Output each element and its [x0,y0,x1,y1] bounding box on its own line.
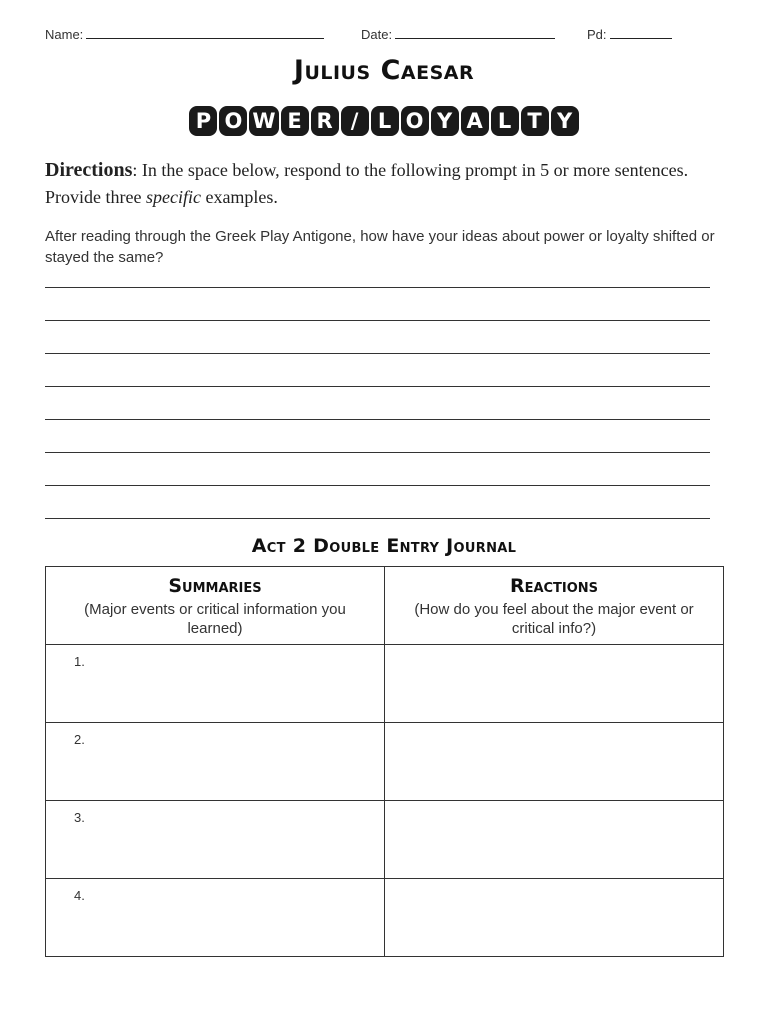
summary-cell[interactable] [46,645,385,723]
theme-letter-pill: P [189,106,217,136]
reaction-cell[interactable] [385,801,724,879]
theme-letter-pill: Y [551,106,579,136]
row-number: 4. [74,888,85,903]
answer-line[interactable] [45,287,710,288]
summary-cell[interactable] [46,801,385,879]
answer-line[interactable] [45,386,710,387]
writing-prompt: After reading through the Greek Play Antigone, how have your ideas about power or loyalty shifted or stayed the same? [45,228,715,266]
answer-line[interactable] [45,353,710,354]
date-blank[interactable] [395,26,555,39]
table-row [46,645,724,723]
answer-line[interactable] [45,452,710,453]
theme-letter-pill: L [371,106,399,136]
reaction-cell[interactable] [385,879,724,957]
theme-banner [0,106,768,136]
theme-slash-pill: / [341,106,369,136]
theme-letter-pill: L [491,106,519,136]
summaries-column-header [46,567,385,645]
row-number: 2. [74,732,85,747]
directions-text-2: examples. [200,187,278,207]
theme-letter-pill: R [311,106,339,136]
double-entry-journal-table [45,566,724,957]
answer-line[interactable] [45,518,710,519]
theme-letter-pill: E [281,106,309,136]
period-blank[interactable] [610,26,672,39]
date-field[interactable] [361,26,555,42]
name-blank[interactable] [86,26,324,39]
summaries-subtext: (Major events or critical information you learned) [84,601,346,637]
table-row [46,801,724,879]
theme-letter-pill: O [219,106,247,136]
summary-cell[interactable] [46,723,385,801]
answer-line[interactable] [45,485,710,486]
theme-letter-pill: T [521,106,549,136]
theme-letter-pill: A [461,106,489,136]
period-label: Pd: [587,27,607,42]
period-field[interactable] [587,26,672,42]
reactions-subtext: (How do you feel about the major event or critical info?) [414,601,694,637]
theme-letter-pill: Y [431,106,459,136]
reaction-cell[interactable] [385,723,724,801]
summary-cell[interactable] [46,879,385,957]
page-title: Julius Caesar [293,55,475,86]
directions-text-1: : In the space below, respond to the following prompt in 5 or more sentences. Provide three [45,160,689,207]
directions-lead: Directions [45,159,133,181]
reactions-heading: Reactions [509,575,599,597]
reactions-column-header [385,567,724,645]
reaction-cell[interactable] [385,645,724,723]
directions-block [45,157,725,211]
name-label: Name: [45,27,84,42]
row-number: 1. [74,654,85,669]
journal-title: Act 2 Double Entry Journal [251,535,517,557]
date-label: Date: [361,27,393,42]
table-row [46,879,724,957]
answer-line[interactable] [45,320,710,321]
table-row [46,723,724,801]
theme-letter-pill: W [249,106,278,136]
row-number: 3. [74,810,85,825]
directions-emphasis: specific [145,187,201,207]
summaries-heading: Summaries [168,575,262,597]
answer-line[interactable] [45,419,710,420]
name-field[interactable] [45,26,324,42]
table-header-row [46,567,724,645]
theme-letter-pill: O [401,106,429,136]
